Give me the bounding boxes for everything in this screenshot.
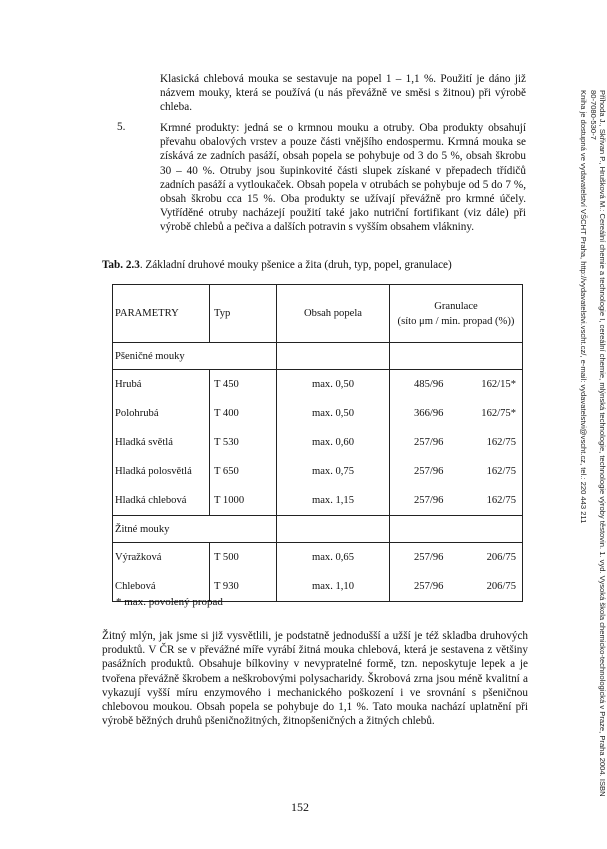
- section-empty-cell: [277, 516, 390, 543]
- header-granulace-title: Granulace: [434, 300, 478, 312]
- cell-name: Chlebová: [113, 572, 210, 602]
- cell-popel: max. 0,60: [277, 428, 390, 457]
- side-citation-isbn: 80-7080-530-7: [588, 90, 598, 140]
- cell-typ: T 650: [210, 457, 277, 486]
- paragraph-rye-mill: Žitný mlýn, jak jsme si již vysvětlili, je podstatně jednodušší a užší je též skladba druhových produktů. V ČR se v převážné míře vyrábí žitná mouka chlebová, která je sestavena z většiny pasážních produktů. Obsahuje bílkoviny v nevypratelné formě, tzn. neposkytuje lepek a je tvořena převážně škrobem a neškrobovými polysacharidy. Škrobová zrna jsou méně kvalitní a vykazují vyšší míru enzymového i mechanického poškození i ve srovnání s pšeničnou chlebovou moukou. Obsah popela se pohybuje do 1,1 %. Tato mouka nachází uplatnění při výrobě běžných druhů pšeničnožitných, žitnopšeničných a žitných chlebů.: [102, 630, 528, 728]
- section-empty-cell: [390, 516, 523, 543]
- cell-granulace-pass: 162/75*: [481, 408, 516, 419]
- table-section-row: [113, 516, 523, 543]
- table-row: [113, 399, 523, 428]
- cell-typ: T 530: [210, 428, 277, 457]
- cell-granulace: [390, 399, 523, 428]
- cell-granulace: [390, 370, 523, 400]
- cell-name: Hladká chlebová: [113, 486, 210, 516]
- cell-granulace-sieve: 257/96: [414, 495, 444, 506]
- side-citation-contact: Kniha je dostupná ve vydavatelství VŠCHT Praha, http://vydavatelstvi.vscht.cz/, e-mail: vydavatelstvi@vscht.cz, tel.: 220 443 211: [579, 90, 589, 524]
- table-row: [113, 457, 523, 486]
- paragraph-feed-products: Krmné produkty: jedná se o krmnou mouku a otruby. Oba produkty obsahují převahu obalových vrstev a pouze části vnějšího endospermu. Krmná mouka se získává ze zadních pasáží, obsah popela se pohybuje od 3 do 5 %, obsah škrobu 30 – 40 %. Otruby jsou šupinkovité části slupek získané v přepadech třídičů zadních pasáží a vytloukaček. Obsah popela v otrubách se pohybuje od 5 do 7 %, obsah škrobu cca 15 %. Oba produkty se užívají převážně pro krmné účely. Vytříděné otruby nacházejí použití také jako nutriční fortifikant (viz dále) při výrobě chlebů a pečiva a dalších potravin s vyšším obsahem vlákniny.: [160, 122, 526, 234]
- table-caption-text: . Základní druhové mouky pšenice a žita (druh, typ, popel, granulace): [139, 259, 452, 271]
- cell-granulace-sieve: 485/96: [414, 379, 444, 390]
- paragraph-classic-bread-flour: Klasická chlebová mouka se sestavuje na popel 1 – 1,1 %. Použití je dáno již názvem mouky, která se používá (u nás převážně ve směsi s žitnou) při výrobě chleba.: [160, 73, 526, 114]
- table-footnote: * max. povolený propad: [116, 596, 223, 608]
- cell-typ: T 400: [210, 399, 277, 428]
- cell-popel: max. 0,50: [277, 370, 390, 400]
- header-obsah-popela: Obsah popela: [277, 285, 390, 343]
- cell-granulace: [390, 457, 523, 486]
- cell-popel: max. 0,65: [277, 543, 390, 573]
- cell-name: Hladká polosvětlá: [113, 457, 210, 486]
- cell-granulace-sieve: 366/96: [414, 408, 444, 419]
- cell-granulace: [390, 543, 523, 573]
- cell-typ: T 500: [210, 543, 277, 573]
- table-caption-label: Tab. 2.3: [102, 259, 140, 271]
- cell-typ: T 930: [210, 572, 277, 602]
- cell-popel: max. 1,15: [277, 486, 390, 516]
- section-empty-cell: [390, 343, 523, 370]
- cell-granulace-sieve: 257/96: [414, 437, 444, 448]
- cell-granulace-sieve: 257/96: [414, 552, 444, 563]
- side-citation-line: Příhoda J., Skřivan P., Hrušková M.: Cereální chemie a technologie I, cereální chemie, mlýnská technologie, technologie výroby těstovin. 1. vyd. Vysoká škola chemicko-technologická v Praze, Praha 2004. ISBN: [598, 90, 607, 797]
- side-citation: [563, 90, 607, 830]
- cell-granulace-pass: 162/75: [486, 437, 516, 448]
- cell-typ: T 450: [210, 370, 277, 400]
- table-row: [113, 543, 523, 573]
- section-title-rye: Žitné mouky: [113, 516, 277, 543]
- cell-granulace-pass: 162/75: [486, 495, 516, 506]
- table-header-row: [113, 285, 523, 343]
- cell-popel: max. 1,10: [277, 572, 390, 602]
- cell-name: Výražková: [113, 543, 210, 573]
- cell-granulace-pass: 206/75: [486, 581, 516, 592]
- table-row: [113, 486, 523, 516]
- header-granulace-units: (síto μm / min. propad (%)): [397, 315, 515, 327]
- table-caption: [102, 259, 452, 271]
- table-row: [113, 370, 523, 400]
- cell-granulace: [390, 428, 523, 457]
- header-parametry: PARAMETRY: [113, 285, 210, 343]
- header-typ: Typ: [210, 285, 277, 343]
- cell-popel: max. 0,50: [277, 399, 390, 428]
- table-row: [113, 428, 523, 457]
- cell-granulace-sieve: 257/96: [414, 466, 444, 477]
- cell-granulace: [390, 486, 523, 516]
- section-empty-cell: [277, 343, 390, 370]
- list-number-5: 5.: [117, 121, 126, 133]
- cell-popel: max. 0,75: [277, 457, 390, 486]
- cell-granulace-pass: 162/75: [486, 466, 516, 477]
- cell-granulace-sieve: 257/96: [414, 581, 444, 592]
- cell-name: Hladká světlá: [113, 428, 210, 457]
- flour-types-table: [112, 284, 523, 602]
- page-number: 152: [291, 800, 309, 814]
- side-citation-text: [579, 90, 607, 830]
- cell-name: Hrubá: [113, 370, 210, 400]
- cell-granulace-pass: 162/15*: [481, 379, 516, 390]
- cell-granulace: [390, 572, 523, 602]
- table-section-row: [113, 343, 523, 370]
- section-title-wheat: Pšeničné mouky: [113, 343, 277, 370]
- header-granulace: [390, 285, 523, 343]
- cell-granulace-pass: 206/75: [486, 552, 516, 563]
- cell-typ: T 1000: [210, 486, 277, 516]
- cell-name: Polohrubá: [113, 399, 210, 428]
